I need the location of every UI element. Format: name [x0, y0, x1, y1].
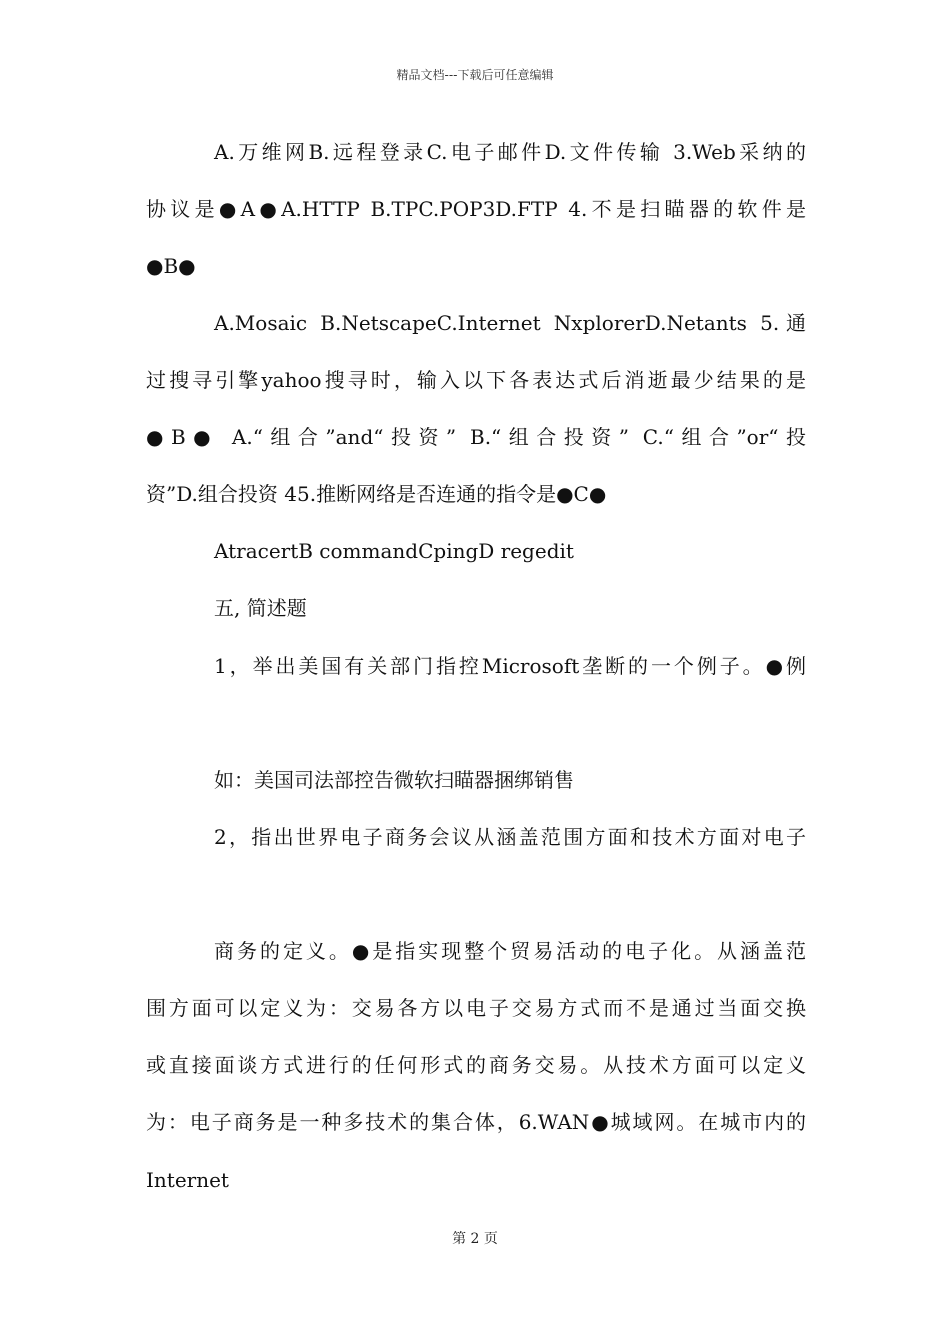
text-line: ●B● A.“组合”and“投资” B.“组合投资” C.“组合”or“投	[146, 425, 806, 449]
text-line: 资”D.组合投资 45.推断网络是否连通的指令是●C●	[146, 482, 607, 506]
text-line: AtracertB commandCpingD regedit	[214, 539, 574, 563]
text-line: 1，举出美国有关部门指控Microsoft垄断的一个例子。●例	[214, 654, 806, 678]
text-line: 商务的定义。●是指实现整个贸易活动的电子化。从涵盖范	[214, 939, 806, 963]
text-line: 为：电子商务是一种多技术的集合体，6.WAN●城域网。在城市内的	[146, 1110, 806, 1134]
section-heading: 五, 简述题	[214, 596, 307, 620]
page-number: 第 2 页	[452, 1231, 498, 1247]
text-line: ●B●	[146, 254, 196, 278]
page-header: 精品文档---下载后可任意编辑	[396, 68, 554, 82]
text-line: 协议是●A●A.HTTP B.TPC.POP3D.FTP 4.不是扫瞄器的软件是	[146, 197, 806, 221]
text-line: 如：美国司法部控告微软扫瞄器捆绑销售	[214, 768, 574, 792]
text-line: 2，指出世界电子商务会议从涵盖范围方面和技术方面对电子	[214, 825, 806, 849]
text-line: 过搜寻引擎yahoo搜寻时，输入以下各表达式后消逝最少结果的是	[146, 368, 806, 392]
text-line: Internet	[146, 1168, 229, 1192]
text-line: 围方面可以定义为：交易各方以电子交易方式而不是通过当面交换	[146, 996, 806, 1020]
text-line: A.万维网B.远程登录C.电子邮件D.文件传输 3.Web采纳的	[214, 140, 806, 164]
text-line: 或直接面谈方式进行的任何形式的商务交易。从技术方面可以定义	[146, 1053, 806, 1077]
text-line: A.Mosaic B.NetscapeC.Internet NxplorerD.Netants 5.通	[214, 311, 806, 335]
